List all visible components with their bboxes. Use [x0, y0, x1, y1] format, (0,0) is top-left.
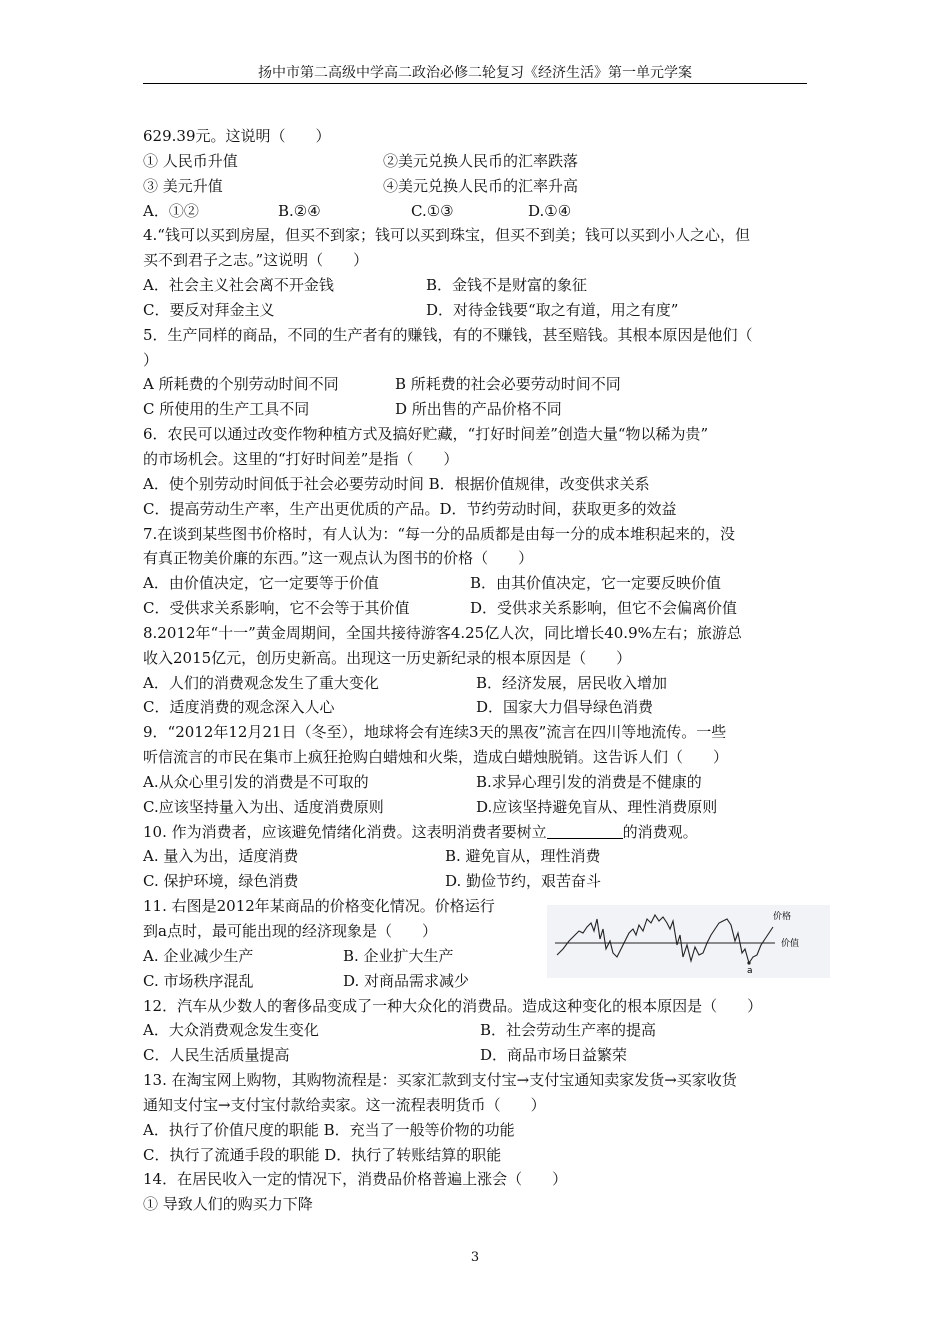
q10-stem	[143, 820, 813, 845]
q3-option-c: C.①③	[411, 201, 454, 220]
q11-option-d: D. 对商品需求减少	[343, 971, 470, 990]
point-a-label: a	[747, 966, 753, 976]
q12-option-b: B．社会劳动生产率的提高	[480, 1021, 657, 1040]
q3-options	[143, 199, 813, 224]
q9-options-row1	[143, 770, 813, 795]
q6-options-ab: A．使个别劳动时间低于社会必要劳动时间 B．根据价值规律，改变供求关系	[143, 474, 650, 493]
q13-stem-line2: 通知支付宝→支付宝付款给卖家。这一流程表明货币（ ）	[143, 1095, 546, 1114]
price-value-chart-svg	[547, 905, 830, 978]
q12-stem: 12．汽车从少数人的奢侈品变成了一种大众化的消费品。造成这种变化的根本原因是（ ）	[143, 996, 763, 1015]
q7-option-a: A．由价值决定，它一定要等于价值	[143, 574, 379, 593]
q3-item-3: ③ 美元升值	[143, 176, 223, 195]
q3-item-1: ① 人民币升值	[143, 151, 238, 170]
q5-option-a: A 所耗费的个别劳动时间不同	[143, 375, 339, 394]
q7-option-d: D．受供求关系影响，但它不会偏离价值	[470, 599, 738, 618]
q8-option-a: A．人们的消费观念发生了重大变化	[143, 673, 379, 692]
q4-option-c: C．要反对拜金主义	[143, 300, 275, 319]
q5-option-d: D 所出售的产品价格不同	[395, 400, 562, 419]
q3-items-row2	[143, 174, 813, 199]
q4-option-b: B．金钱不是财富的象征	[426, 276, 588, 295]
q3-option-d: D.①④	[528, 201, 572, 220]
q10-stem-after: 的消费观。	[622, 822, 698, 841]
q8-option-c: C．适度消费的观念深入人心	[143, 698, 335, 717]
q3-items-row1	[143, 149, 813, 174]
q4-options-row2	[143, 298, 813, 323]
q9-option-d: D.应该坚持避免盲从、理性消费原则	[476, 797, 718, 816]
q8-stem-line1: 8.2012年“十一”黄金周期间，全国共接待游客4.25亿人次，同比增长40.9%左右；旅游总	[143, 623, 742, 642]
q13-options-ab: A．执行了价值尺度的职能 B．充当了一般等价物的功能	[143, 1120, 515, 1139]
q4-stem-line1: 4.“钱可以买到房屋，但买不到家；钱可以买到珠宝，但买不到美；钱可以买到小人之心，但	[143, 226, 750, 245]
q10-option-c: C. 保护环境，绿色消费	[143, 872, 299, 891]
q9-stem-line1: 9．“2012年12月21日（冬至），地球将会有连续3天的黑夜”流言在四川等地流传。一些	[143, 723, 727, 742]
q11-option-c: C. 市场秩序混乱	[143, 971, 254, 990]
value-label: 价值	[781, 939, 800, 949]
q6-stem-line2: 的市场机会。这里的“打好时间差”是指（ ）	[143, 449, 459, 468]
point-a-marker	[747, 961, 750, 964]
header-rule	[143, 83, 807, 84]
q9-option-c: C.应该坚持量入为出、适度消费原则	[143, 797, 384, 816]
q9-option-b: B.求异心理引发的消费是不健康的	[476, 772, 702, 791]
q12-options-row1	[143, 1018, 813, 1043]
q3-option-b: B.②④	[278, 201, 321, 220]
q5-options-row1	[143, 372, 813, 397]
q10-option-b: B. 避免盲从，理性消费	[445, 847, 601, 866]
q10-option-d: D. 勤俭节约，艰苦奋斗	[445, 872, 602, 891]
q14-stem: 14．在居民收入一定的情况下，消费品价格普遍上涨会（ ）	[143, 1170, 568, 1189]
q7-options-row1	[143, 571, 813, 596]
q7-stem-line1: 7.在谈到某些图书价格时，有人认为：“每一分的品质都是由每一分的成本堆积起来的，没	[143, 524, 735, 543]
q4-option-a: A．社会主义社会离不开金钱	[143, 276, 334, 295]
question-list	[143, 124, 813, 1217]
q10-option-a: A. 量入为出，适度消费	[143, 847, 299, 866]
q10-options-row2	[143, 869, 813, 894]
price-series-line	[557, 915, 773, 963]
q12-option-d: D．商品市场日益繁荣	[480, 1046, 628, 1065]
q10-options-row1	[143, 844, 813, 869]
q3-option-a: A．①②	[143, 201, 199, 220]
q5-option-b: B 所耗费的社会必要劳动时间不同	[395, 375, 621, 394]
q4-option-d: D．对待金钱要“取之有道，用之有度”	[426, 300, 679, 319]
q13-options-cd: C．执行了流通手段的职能 D．执行了转账结算的职能	[143, 1145, 502, 1164]
q5-stem-line1: 5．生产同样的商品，不同的生产者有的赚钱，有的不赚钱，甚至赔钱。其根本原因是他们（	[143, 325, 753, 344]
q11-option-b: B. 企业扩大生产	[343, 946, 454, 965]
q12-option-a: A．大众消费观念发生变化	[143, 1021, 319, 1040]
q3-item-2: ②美元兑换人民币的汇率跌落	[383, 151, 579, 170]
q5-options-row2	[143, 397, 813, 422]
q4-stem-line2: 买不到君子之志。”这说明（ ）	[143, 251, 369, 270]
q8-stem-line2: 收入2015亿元，创历史新高。出现这一历史新纪录的根本原因是（ ）	[143, 648, 632, 667]
q8-option-d: D．国家大力倡导绿色消费	[476, 698, 654, 717]
q3-stem: 629.39元。这说明（ ）	[143, 127, 331, 145]
q11-option-a: A. 企业减少生产	[143, 946, 254, 965]
q6-options-cd: C．提高劳动生产率，生产出更优质的产品。D．节约劳动时间，获取更多的效益	[143, 499, 677, 518]
q7-option-c: C．受供求关系影响，它不会等于其价值	[143, 599, 410, 618]
q3-item-4: ④美元兑换人民币的汇率升高	[383, 176, 579, 195]
q8-options-row2	[143, 695, 813, 720]
q9-stem-line2: 听信流言的市民在集市上疯狂抢购白蜡烛和火柴，造成白蜡烛脱销。这告诉人们（ ）	[143, 748, 729, 767]
q8-option-b: B．经济发展，居民收入增加	[476, 673, 668, 692]
q5-stem-line2: ）	[143, 350, 159, 369]
q10-answer-blank	[547, 822, 623, 839]
q11-stem-line2: 到a点时，最可能出现的经济现象是（ ）	[143, 922, 437, 940]
q8-options-row1	[143, 671, 813, 696]
q7-options-row2	[143, 596, 813, 621]
q11-stem-line1: 11. 右图是2012年某商品的价格变化情况。价格运行	[143, 897, 495, 916]
q6-stem-line1: 6．农民可以通过改变作物种植方式及搞好贮藏，“打好时间差”创造大量“物以稀为贵”	[143, 425, 709, 444]
q10-stem-before: 10. 作为消费者，应该避免情绪化消费。这表明消费者要树立	[143, 822, 547, 841]
q14-item-1: ① 导致人们的购买力下降	[143, 1195, 313, 1214]
q7-stem-line2: 有真正物美价廉的东西。”这一观点认为图书的价格（ ）	[143, 549, 534, 568]
price-value-chart	[547, 905, 830, 978]
page-header: 扬中市第二高级中学高二政治必修二轮复习《经济生活》第一单元学案	[258, 65, 692, 81]
q9-options-row2	[143, 795, 813, 820]
q7-option-b: B．由其价值决定，它一定要反映价值	[470, 574, 722, 593]
q13-stem-line1: 13. 在淘宝网上购物，其购物流程是：买家汇款到支付宝→支付宝通知卖家发货→买家收货	[143, 1071, 737, 1090]
q4-options-row1	[143, 273, 813, 298]
q12-option-c: C．人民生活质量提高	[143, 1046, 290, 1065]
price-label: 价格	[773, 912, 792, 922]
q9-option-a: A.从众心里引发的消费是不可取的	[143, 772, 369, 791]
q12-options-row2	[143, 1043, 813, 1068]
q5-option-c: C 所使用的生产工具不同	[143, 400, 310, 419]
page-number: 3	[470, 1250, 480, 1265]
